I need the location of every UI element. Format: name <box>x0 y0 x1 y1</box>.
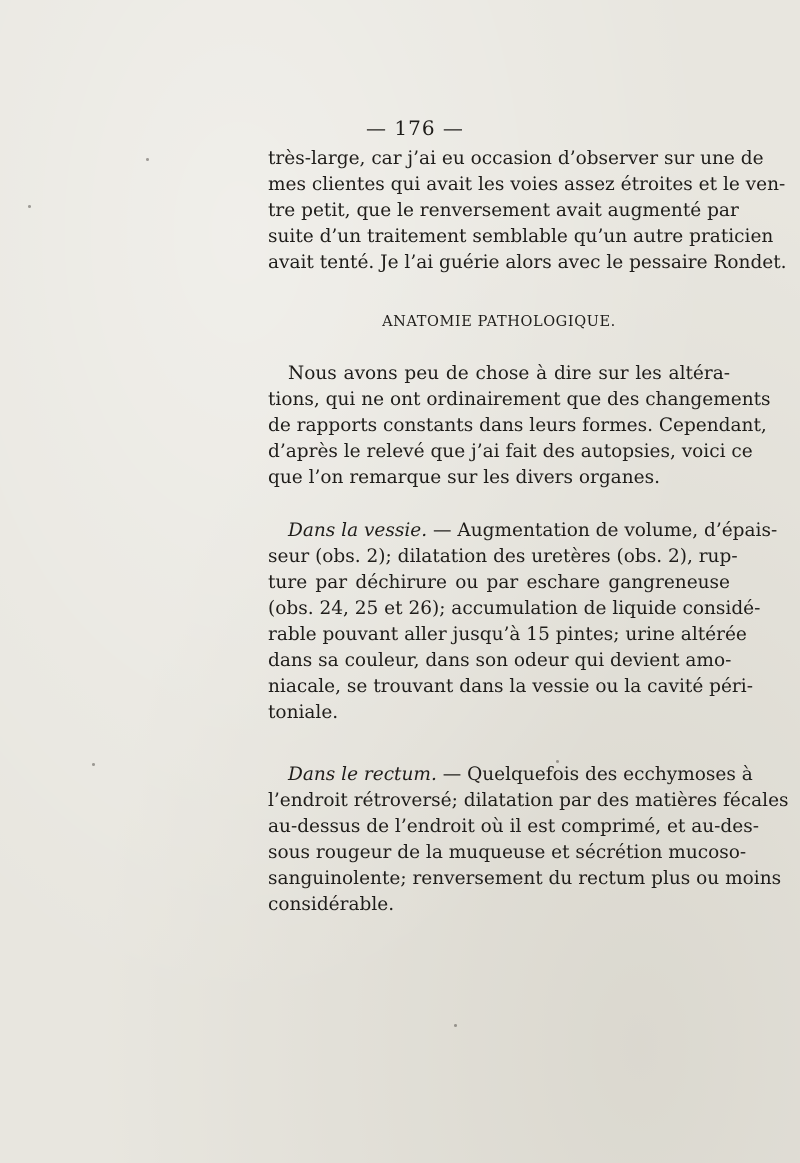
text-line: (obs. 24, 25 et 26); accumulation de liquide considé- <box>268 598 761 619</box>
text-line: au-dessus de l’endroit où il est comprimé, et au-des- <box>268 816 759 837</box>
text-line: dans sa couleur, dans son odeur qui devient amo- <box>268 650 732 671</box>
text-line: tre petit, que le renversement avait augmenté par <box>268 200 739 221</box>
text-line: tions, qui ne ont ordinairement que des changements <box>268 389 771 410</box>
text-line: que l’on remarque sur les divers organes. <box>268 467 660 488</box>
page-number: — 176 — <box>366 116 464 140</box>
paper-speck <box>146 158 149 161</box>
text-line <box>268 518 778 544</box>
text-line: toniale. <box>268 702 339 723</box>
text-line: avait tenté. Je l’ai guérie alors avec le pessaire Rondet. <box>268 252 787 273</box>
paragraph-continuation <box>268 146 787 276</box>
text-line: niacale, se trouvant dans la vessie ou la cavité péri- <box>268 676 753 697</box>
text-line-content: Nous avons peu de chose à dire sur les altéra- <box>288 363 730 384</box>
text-line: seur (obs. 2); dilatation des uretères (obs. 2), rup- <box>268 546 738 567</box>
text-line <box>268 762 753 788</box>
paragraph-intro <box>268 361 771 491</box>
text-line: considérable. <box>268 894 395 915</box>
section-heading: ANATOMIE PATHOLOGIQUE. <box>382 314 616 330</box>
paragraph-bladder <box>268 518 778 726</box>
paper-speck <box>92 763 95 766</box>
text-line: très-large, car j’ai eu occasion d’observer sur une de <box>268 148 764 169</box>
text-line: mes clientes qui avait les voies assez étroites et le ven- <box>268 174 786 195</box>
text-line: sanguinolente; renversement du rectum plus ou moins <box>268 868 782 889</box>
text-line: l’endroit rétroversé; dilatation par des matières fécales <box>268 790 789 811</box>
text-line: d’après le relevé que j’ai fait des autopsies, voici ce <box>268 441 753 462</box>
text-line: suite d’un traitement semblable qu’un autre praticien <box>268 226 774 247</box>
paper-speck <box>454 1024 457 1027</box>
text-line-content: — Quelquefois des ecchymoses à <box>436 764 753 785</box>
paragraph-lead: Dans le rectum. <box>288 764 437 785</box>
paper-speck <box>556 760 559 763</box>
text-line: de rapports constants dans leurs formes. Cependant, <box>268 415 767 436</box>
text-line: rable pouvant aller jusqu’à 15 pintes; urine altérée <box>268 624 747 645</box>
paragraph-lead: Dans la vessie. <box>288 520 428 541</box>
text-line: ture par déchirure ou par eschare gangreneuse <box>268 572 730 593</box>
paper-speck <box>28 205 31 208</box>
text-line: sous rougeur de la muqueuse et sécrétion mucoso- <box>268 842 747 863</box>
paragraph-rectum <box>268 762 789 918</box>
text-line <box>268 361 730 387</box>
text-line-content: — Augmentation de volume, d’épais- <box>427 520 778 541</box>
